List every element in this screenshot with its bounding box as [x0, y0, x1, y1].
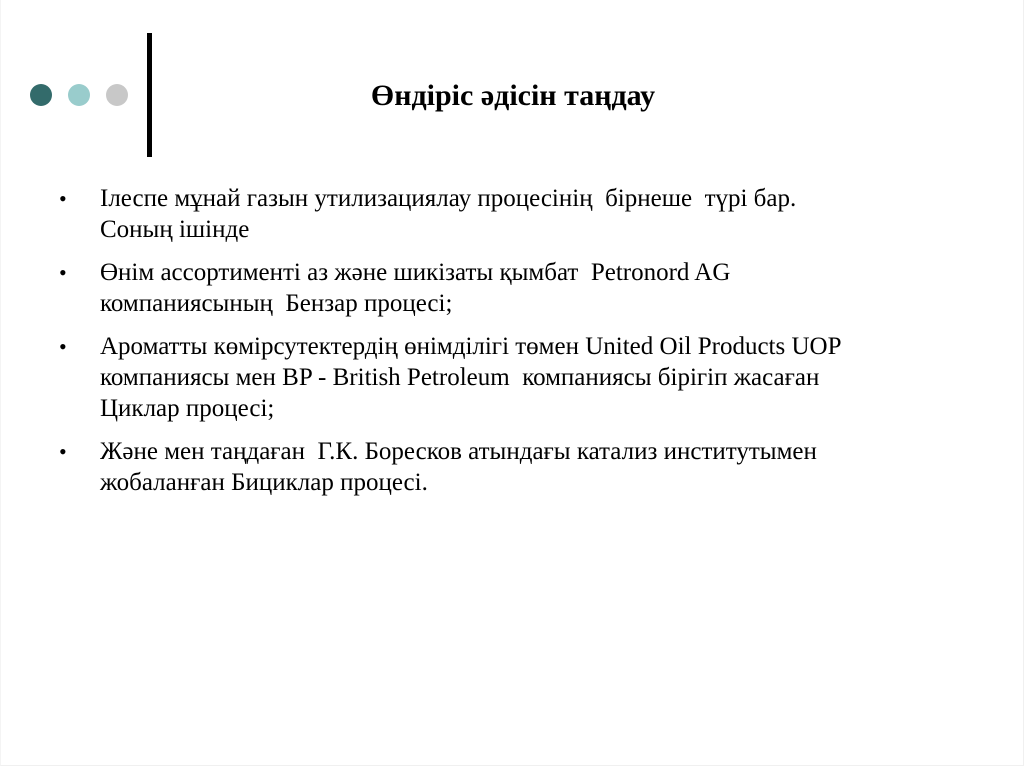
- bullet-item: [59, 331, 959, 424]
- bullet-line: компаниясының Бензар процесі;: [100, 290, 453, 317]
- slide-title: [1, 78, 1024, 114]
- bullet-line: Ілеспе мұнай газын утилизациялау процесінің бірнеше түрі бар.: [100, 185, 797, 212]
- bullet-list: [59, 183, 959, 510]
- bullet-line: Ароматты көмірсутектердің өнімділігі төмен United Oil Products UOP: [100, 333, 842, 360]
- bullet-dot-icon: •: [59, 439, 67, 464]
- slide-title-text: Өндіріс әдісін таңдау: [370, 79, 656, 112]
- bullet-dot-icon: •: [59, 334, 67, 359]
- bullet-dot-icon: •: [59, 260, 67, 285]
- bullet-line: жобаланған Бициклар процесі.: [100, 469, 428, 496]
- bullet-item: [59, 257, 959, 319]
- bullet-line: компаниясы мен BP - British Petroleum компаниясы бірігіп жасаған: [100, 364, 820, 391]
- bullet-item: [59, 183, 959, 245]
- bullet-line: Циклар процесі;: [100, 395, 275, 422]
- bullet-line: Өнім ассортименті аз және шикізаты қымбат Petronord AG: [100, 259, 731, 286]
- bullet-line: Соның ішінде: [100, 216, 250, 243]
- bullet-line: Және мен таңдаған Г.К. Боресков атындағы катализ институтымен: [100, 438, 817, 465]
- bullet-dot-icon: •: [59, 186, 67, 211]
- bullet-item: [59, 436, 959, 498]
